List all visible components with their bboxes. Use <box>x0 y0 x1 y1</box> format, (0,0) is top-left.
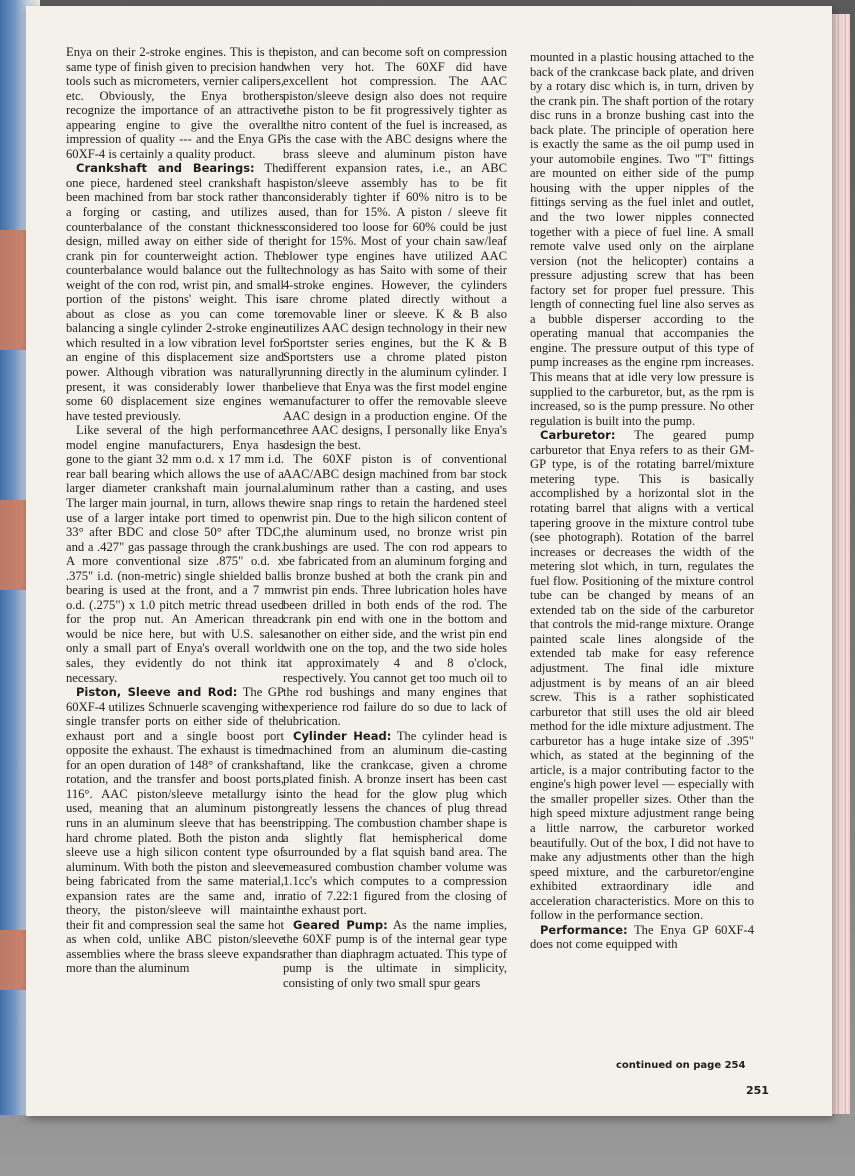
paragraph-text: The Enya GP 60XF-4 does not come equipped with <box>530 922 755 952</box>
paragraph-text: The GP 60XF-4 utilizes Schnuerle scavenging with single transfer ports on either side of the exhaust port and a single boost port opposite the exhaust. The exhaust is timed for an open duration of 148° of crankshaft rotation, and the transfer and boost ports, 116°. AAC piston/sleeve metallurgy is used, meaning that an aluminum piston runs in an aluminum sleeve that has been hard chrome plated. Both the piston and sleeve use a high silicon content type of aluminum. With both the piston and sleeve being fabricated from the same material, expansion rates are the same and, in theory, the piston/sleeve will maintain their fit and compression seal the same hot as when cold, unlike ABC piston/sleeve assemblies where the brass sleeve expands more than the aluminum <box>66 685 284 976</box>
section-heading: Piston, Sleeve and Rod: <box>76 685 238 700</box>
paragraph <box>530 923 754 952</box>
text-column-3 <box>530 50 754 952</box>
adjacent-page-color-band <box>0 930 28 990</box>
section-heading: Carburetor: <box>540 428 616 443</box>
text-column-2 <box>283 45 507 991</box>
paragraph-text: The one piece, hardened steel crankshaft has been machined from bar stock rather than a forging or casting, and utilizes a counterbalance of the constant thickness design, milled away on either side of the crank pin for counterweight action. The counterbalance would balance out the full weight of the con rod, wrist pin, and small portion of the pistons' weight. This is about as close as you can come to balancing a single cylinder 2-stroke engine which resulted in a low vibration level for an engine of this displacement size and power. Although vibration was naturally present, it was considerably lower than some 60 displacement size engines we have tested previously. <box>66 161 284 423</box>
adjacent-page-color-band <box>0 230 28 350</box>
continued-note: continued on page 254 <box>616 1060 746 1071</box>
paragraph: Like several of the high performance model engine manufacturers, Enya has gone to the giant 32 mm o.d. x 17 mm i.d. rear ball bearing which allows the use of a larger diameter crankshaft main journal. The larger main journal, in turn, allows the use of a larger intake port timed to open 33° after BDC and close 50° after TDC, and a .427" gas passage through the crank. A more conventional size .875" o.d. x .375" i.d. (non-metric) single shielded ball bearing is used at the front, and a 7 mm o.d. (.275") x 1.0 pitch metric thread used for the prop nut. An American thread would be nice here, but with U.S. sales only a small part of Enya's overall world sales, they evidently do not think it necessary. <box>66 423 284 685</box>
paragraph <box>66 685 284 976</box>
text-column-1 <box>66 45 284 976</box>
section-heading: Crankshaft and Bearings: <box>76 161 255 176</box>
page-number: 251 <box>746 1084 769 1097</box>
paragraph <box>530 428 754 923</box>
paragraph: piston, and can become soft on compression when very hot. The 60XF did have excellent hot compression. The AAC piston/sleeve design also does not require the piston to be fit progressively tighter as the nitro content of the fuel is increased, as is the case with the ABC designs where the brass sleeve and aluminum piston have different expansion rates, i.e., an ABC piston/sleeve assembly has to be fit considerably tighter if 60% nitro is to be used, than for 15%. A piston / sleeve fit considered too loose for 60% could be just right for 15%. Most of your chain saw/leaf blower type engines have utilized AAC technology as has Saito with some of their 4-stroke engines. However, the cylinders are chrome plated directly without a removable liner or sleeve. K & B also utilizes AAC design technology in their new Sportster series engines, but the K & B Sportsters use a chrome plated piston running directly in the aluminum cylinder. I believe that Enya was the first model engine manufacturer to offer the removable sleeve AAC design in a production engine. Of the three AAC designs, I personally like Enya's design the best. <box>283 45 507 452</box>
paragraph-text: As the name implies, the 60XF pump is of the internal gear type rather than diaphragm actuated. This type of pump is the ultimate in simplicity, consisting of only two small spur gears <box>283 917 507 990</box>
adjacent-page-color-band <box>0 500 28 590</box>
section-heading: Geared Pump: <box>293 917 388 932</box>
section-heading: Cylinder Head: <box>293 728 392 743</box>
section-heading: Performance: <box>540 922 628 937</box>
paragraph <box>66 161 284 423</box>
paragraph <box>283 729 507 918</box>
paragraph <box>283 918 507 991</box>
paragraph-text: The cylinder head is machined from an aluminum die-casting and, like the crankcase, given a chrome plated finish. A bronze insert has been cast into the head for the glow plug which greatly lessens the chances of plug thread stripping. The combustion chamber shape is a slightly flat hemispherical dome surrounded by a flat squish band area. The measured combustion chamber volume was 1.1cc's which computes to a compression ratio of 7.22:1 figured from the closing of the exhaust port. <box>283 728 507 918</box>
paragraph: mounted in a plastic housing attached to the back of the crankcase back plate, and driven by a rotary disc which is, in turn, driven by the crank pin. The shaft portion of the rotary disc runs in a bronze bushing cast into the back plate. The principle of operation here is exactly the same as the oil pump used in your automobile engines. Two "T" fittings are mounted on either side of the pump housing with the upper nipples of the fittings serving as the fuel inlet and outlet, and the two lower nipples connected together with a piece of fuel line. A small remote valve used only on the airplane version (not the helicopter) contains a pressure adjusting screw that has been factory set for proper fuel pressure. This length of connecting fuel line also serves as a bubble disperser according to the operating manual that accompanies the engine. The pressure output of this type of pump increases as the engine rpm increases. This means that at idle very low pressure is supplied to the carburetor, but, as the rpm is increased, so is the pump pressure. No other regulation is built into the pump. <box>530 50 754 428</box>
paragraph: The 60XF piston is of conventional AAC/ABC design machined from bar stock aluminum rather than a casting, and uses wire snap rings to retain the hardened steel wrist pin. Due to the high silicon content of the aluminum used, no bronze wrist pin bushings are used. The con rod appears to be fabricated from an aluminum forging and is bronze bushed at both the crank pin and wrist pin ends. Three lubrication holes have been drilled in both ends of the rod. The crank pin end with one in the bottom and another on either side, and the wrist pin end with one on the top, and the two side holes at approximately 4 and 8 o'clock, respectively. You cannot get too much oil to the rod bushings and many engines that experience rod failure do so due to lack of lubrication. <box>283 452 507 729</box>
paragraph-text: The geared pump carburetor that Enya refers to as their GM-GP type, is of the rotating barrel/mixture metering type. This is basically accomplished by a horizontal slot in the rotating barrel that aligns with a vertical tapering groove in the mixture control tube (see photograph). Rotation of the barrel increases or decreases the width of the metering slot which, in turn, regulates the fuel flow. Positioning of the mixture control tube can be changed by means of an extended tab on the side of the carburetor that controls the mid-range mixture. Orange painted scale lines alongside of the extended tab make for easy reference adjustment. The final idle mixture adjustment is by means of an air bleed screw. This is a rather sophisticated carburetor that still uses the old air bleed method for the idle mixture adjustment. The carburetor has a huge intake size of .395" which, as stated at the beginning of the article, is a major contributing factor to the engine's high power level — especially with the smaller propeller sizes. Other than the high speed mixture adjustment range being a little narrow, the carburetor worked beautifully. Out of the box, I did not have to make any adjustments other than the high speed mixture, and the carburetor/engine exhibited extraordinary idle and acceleration characteristics. More on this to follow in the performance section. <box>530 428 754 923</box>
paragraph: Enya on their 2-stroke engines. This is the same type of finish given to precision hand tools such as micrometers, vernier calipers, etc. Obviously, the Enya brothers recognize the importance of an attractive appearing engine to give the overall impression of quality --- and the Enya GP 60XF-4 is certainly a quality product. <box>66 45 284 161</box>
magazine-page <box>26 6 832 1116</box>
